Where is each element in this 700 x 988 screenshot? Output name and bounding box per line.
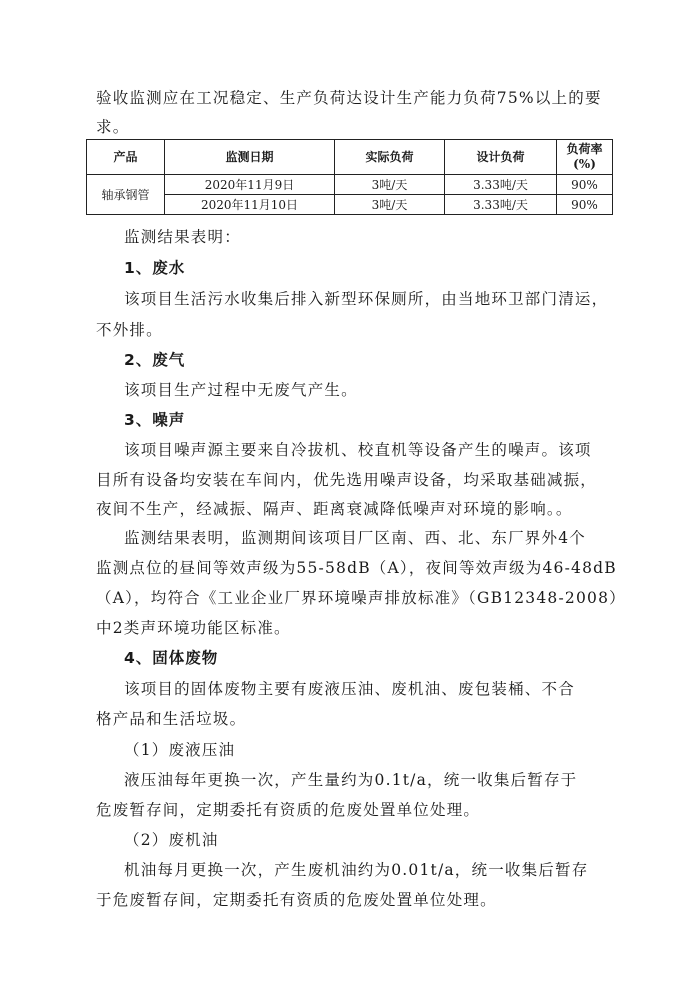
- cell-design: 3.33吨/天: [445, 175, 557, 195]
- cell-rate: 90%: [557, 175, 613, 195]
- header-load-rate-line2: (%): [573, 157, 596, 171]
- noise-line-7: 中2类声环境功能区标准。: [96, 619, 291, 637]
- cell-design: 3.33吨/天: [445, 195, 557, 215]
- table-row: [87, 175, 613, 195]
- cell-product: 轴承钢管: [87, 175, 165, 215]
- wastewater-line-2: 不外排。: [96, 321, 163, 339]
- section-heading-exhaust: 2、废气: [124, 351, 186, 369]
- load-rate-table: [86, 139, 613, 215]
- header-load-rate-line1: 负荷率: [566, 142, 603, 156]
- noise-line-2: 目所有设备均安装在车间内，优先选用噪声设备，均采取基础减振，: [96, 471, 598, 489]
- table-header-row: [87, 140, 613, 175]
- table-row: [87, 195, 613, 215]
- subheading-waste-engine-oil: （2）废机油: [124, 831, 219, 849]
- noise-line-4: 监测结果表明，监测期间该项目厂区南、西、北、东厂界外4个: [124, 529, 586, 547]
- noise-line-5: 监测点位的昼间等效声级为55-58dB（A），夜间等效声级为46-48dB: [96, 559, 617, 577]
- section-heading-solid-waste: 4、固体废物: [124, 649, 219, 667]
- cell-date: 2020年11月10日: [165, 195, 335, 215]
- header-actual-load: 实际负荷: [335, 140, 445, 175]
- section-heading-wastewater: 1、废水: [124, 259, 186, 277]
- engine-oil-line-2: 于危废暂存间，定期委托有资质的危废处置单位处理。: [96, 891, 497, 909]
- subheading-waste-hydraulic-oil: （1）废液压油: [124, 741, 236, 759]
- noise-line-1: 该项目噪声源主要来自冷拔机、校直机等设备产生的噪声。该项: [124, 441, 592, 459]
- header-load-rate: [557, 140, 613, 175]
- intro-line-1: 验收监测应在工况稳定、生产负荷达设计生产能力负荷75%以上的要: [96, 89, 602, 107]
- noise-line-6: （A），均符合《工业企业厂界环境噪声排放标准》（GB12348-2008）: [96, 589, 626, 607]
- wastewater-line-1: 该项目生活污水收集后排入新型环保厕所，由当地环卫部门清运，: [124, 290, 609, 308]
- engine-oil-line-1: 机油每月更换一次，产生废机油约为0.01t/a，统一收集后暂存: [124, 861, 589, 879]
- cell-date: 2020年11月9日: [165, 175, 335, 195]
- header-date: 监测日期: [165, 140, 335, 175]
- hydraulic-oil-line-1: 液压油每年更换一次，产生量约为0.1t/a，统一收集后暂存于: [124, 771, 578, 789]
- results-intro: 监测结果表明：: [124, 228, 241, 246]
- solid-line-2: 格产品和生活垃圾。: [96, 710, 247, 728]
- intro-line-2: 求。: [96, 118, 130, 136]
- cell-actual: 3吨/天: [335, 195, 445, 215]
- cell-rate: 90%: [557, 195, 613, 215]
- solid-line-1: 该项目的固体废物主要有废液压油、废机油、废包装桶、不合: [124, 680, 575, 698]
- noise-line-3: 夜间不生产，经减振、隔声、距离衰减降低噪声对环境的影响。。: [96, 500, 573, 518]
- header-product: 产品: [87, 140, 165, 175]
- cell-actual: 3吨/天: [335, 175, 445, 195]
- exhaust-line-1: 该项目生产过程中无废气产生。: [124, 381, 358, 399]
- header-design-load: 设计负荷: [445, 140, 557, 175]
- hydraulic-oil-line-2: 危废暂存间，定期委托有资质的危废处置单位处理。: [96, 801, 481, 819]
- section-heading-noise: 3、噪声: [124, 411, 186, 429]
